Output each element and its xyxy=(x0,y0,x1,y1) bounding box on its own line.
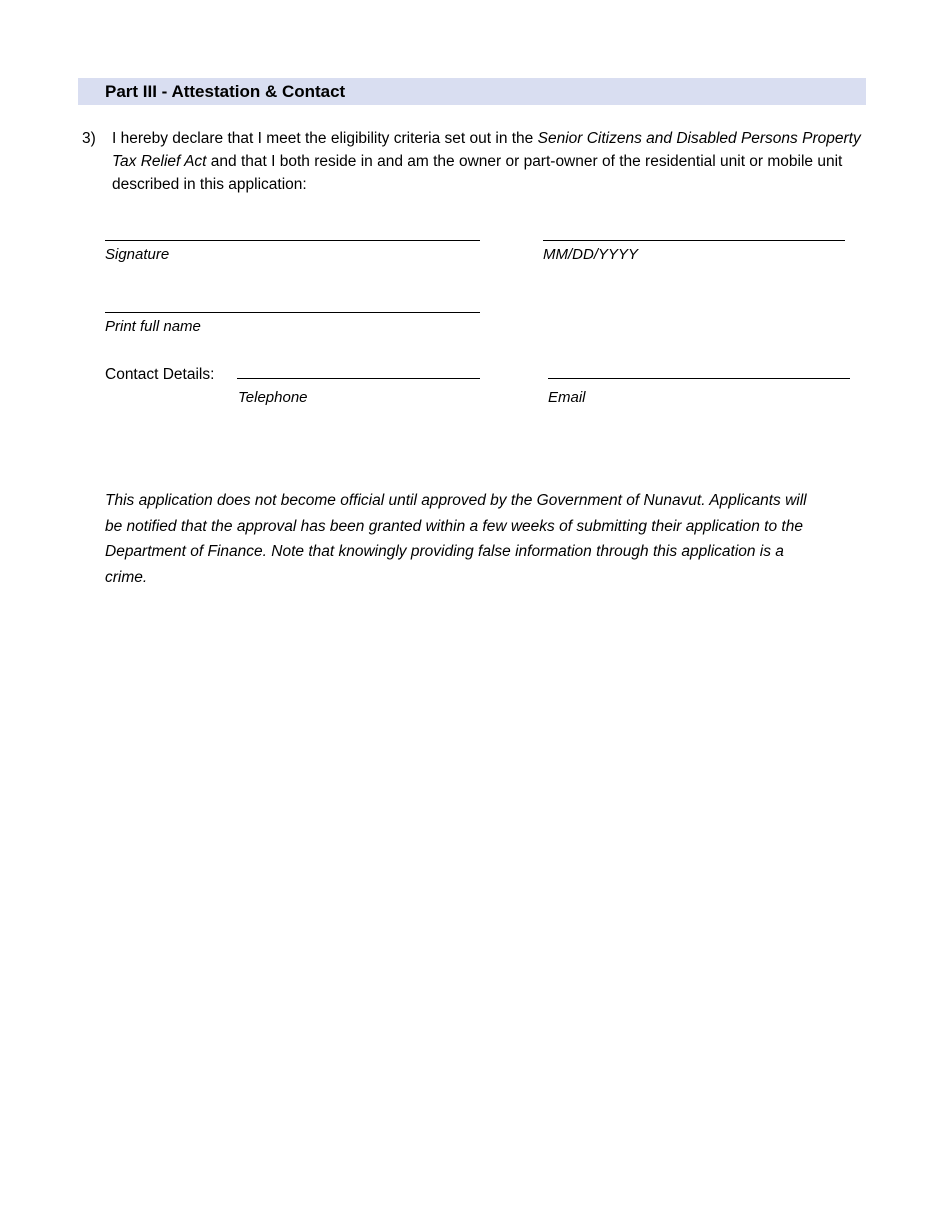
date-field[interactable] xyxy=(543,240,845,241)
date-format-label: MM/DD/YYYY xyxy=(543,246,639,263)
declaration-item xyxy=(82,127,864,196)
disclaimer-text: This application does not become official until approved by the Government of Nunavut. Applicants will be notified that the approval has been granted within a few weeks of submitting their application to the Department of Finance. Note that knowingly providing false information through this application is a crime. xyxy=(105,492,807,587)
email-field[interactable] xyxy=(548,378,850,379)
section-header xyxy=(78,78,866,105)
telephone-field[interactable] xyxy=(237,378,480,379)
declaration-text xyxy=(112,127,864,196)
contact-details-label: Contact Details: xyxy=(105,366,215,383)
telephone-label: Telephone xyxy=(238,389,308,406)
signature-label: Signature xyxy=(105,246,170,263)
signature-field[interactable] xyxy=(105,240,480,241)
act-name: Senior Citizens and Disabled Persons Property Tax Relief Act xyxy=(112,130,861,170)
print-name-field[interactable] xyxy=(105,312,480,313)
item-number: 3) xyxy=(82,130,96,147)
print-name-label: Print full name xyxy=(105,318,201,335)
declaration-text-after: and that I both reside in and am the owner or part-owner of the residential unit or mobile unit described in this application: xyxy=(112,153,843,193)
section-title: Part III - Attestation & Contact xyxy=(105,81,346,101)
declaration-text-before: I hereby declare that I meet the eligibility criteria set out in the xyxy=(112,130,538,147)
email-label: Email xyxy=(548,389,586,406)
